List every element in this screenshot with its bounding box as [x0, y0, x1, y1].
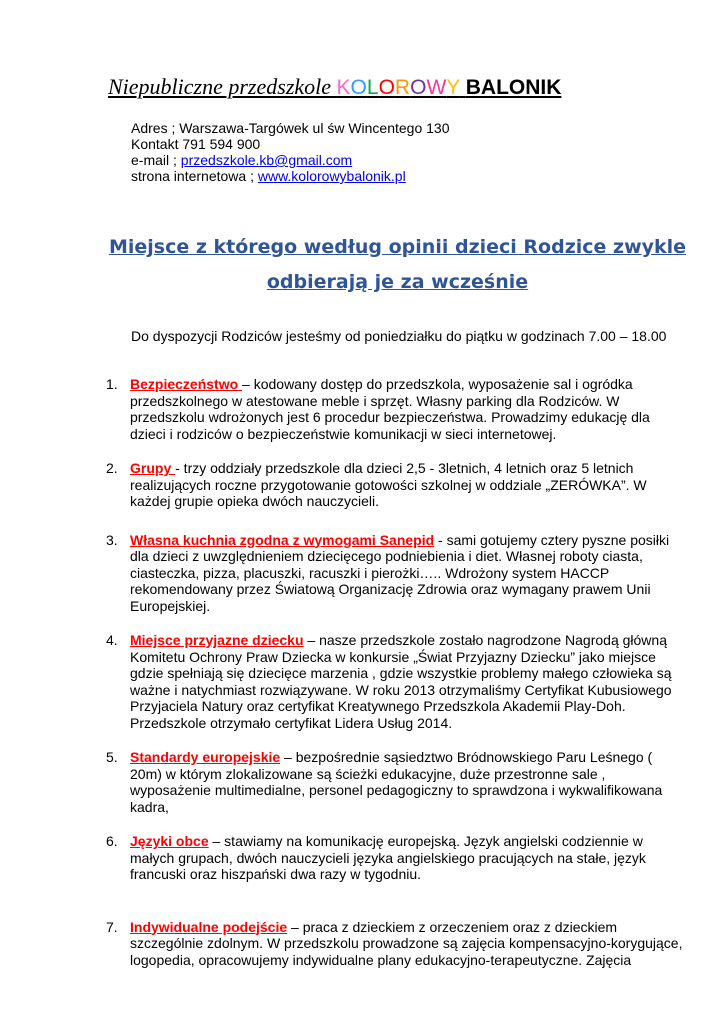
item-label: Indywidualne podejście [130, 918, 288, 935]
title-letter: K [336, 76, 351, 99]
item-label: Własna kuchnia zgodna z wymogami Sanepid [130, 531, 435, 548]
title-letter: Y [446, 76, 460, 99]
list-item [106, 833, 686, 883]
section-heading [100, 230, 695, 300]
title-rainbow-word [337, 76, 466, 99]
item-number: 1. [106, 376, 118, 392]
heading-line-2: odbierają je za wcześnie [266, 271, 529, 293]
list-item [106, 632, 686, 731]
list-item [106, 460, 686, 510]
phone-line: Kontakt 791 594 900 [131, 136, 261, 152]
website-line [131, 168, 450, 184]
features-list [106, 376, 686, 968]
website-link[interactable]: www.kolorowybalonik.pl [257, 168, 406, 184]
item-label: Języki obce [130, 833, 209, 849]
title-letter: L [366, 76, 379, 99]
title-letter: O [350, 76, 367, 99]
item-number: 3. [106, 531, 118, 548]
item-number: 7. [106, 918, 118, 935]
email-line [131, 152, 450, 168]
item-text: – stawiamy na komunikację europejską. Język angielski codziennie w małych grupach, dwóch nauczycieli języka angielskiego pracujących na stałe, język francuski oraz hiszpański dwa razy w tygodniu. [130, 833, 646, 882]
list-item [106, 376, 686, 442]
opening-hours: Do dyspozycji Rodziców jesteśmy od poniedziałku do piątku w godzinach 7.00 – 18.00 [131, 328, 667, 344]
email-label: e-mail ; [131, 152, 181, 168]
item-label: Standardy europejskie [130, 749, 281, 765]
list-item [106, 532, 686, 615]
title-letter: O [410, 76, 427, 99]
heading-line-1: Miejsce z którego według opinii dzieci Rodzice zwykle [108, 236, 687, 258]
address-line: Adres ; Warszawa-Targówek ul św Wincentego 130 [131, 120, 450, 136]
title-bold: BALONIK [465, 76, 562, 99]
item-label: Grupy [130, 460, 176, 476]
title-letter: O [378, 76, 395, 99]
title-letter: W [426, 76, 447, 99]
list-item [106, 919, 686, 969]
website-label: strona internetowa ; [131, 168, 258, 184]
item-number: 2. [106, 460, 118, 476]
item-label: Miejsce przyjazne dziecku [130, 632, 304, 648]
item-text: – praca z dzieckiem z orzeczeniem oraz z dzieckiem szczególnie zdolnym. W przedszkolu prowadzone są zajęcia kompensacyjno-korygujące, logopedia, opracowujemy indywidualne plany edukacyjno-terapeutyczne. Zajęcia [130, 918, 683, 968]
item-number: 5. [106, 749, 118, 765]
title-italic: Niepubliczne przedszkole [108, 74, 337, 99]
item-text: – bezpośrednie sąsiedztwo Bródnowskiego Paru Leśnego ( 20m) w którym zlokalizowane są ścieżki edukacyjne, duże przestronne sale , wyposażenie multimedialne, personel pedagogiczny to sprawdzona i wykwalifikowana kadra, [130, 749, 663, 815]
list-item [106, 749, 686, 815]
item-text: - sami gotujemy cztery pyszne posiłki dla dzieci z uwzględnieniem dziecięcego podniebienia i diet. Własnej roboty ciasta, ciasteczka, pizza, placuszki, racuszki i pierożki….. Wdrożony system HACCP rekomendowany przez Światową Organizację Zdrowia oraz wymagany prawem Unii Europejskiej. [130, 531, 670, 614]
title-letter: R [394, 76, 411, 99]
item-text: – kodowany dostęp do przedszkola, wyposażenie sal i ogródka przedszkolnego w atestowane meble i sprzęt. Własny parking dla Rodziców. W przedszkolu wdrożonych jest 6 procedur bezpieczeństwa. Prowadzimy edukację dla dzieci i rodziców o bezpieczeństwie komunikacji w sieci internetowej. [130, 376, 650, 442]
item-text: - trzy oddziały przedszkole dla dzieci 2,5 - 3letnich, 4 letnich oraz 5 letnich realizujących roczne przygotowanie gotowości szkolnej w oddziale „ZERÓWKA”. W każdej grupie opieka dwóch nauczycieli. [130, 460, 647, 509]
item-label: Bezpieczeństwo [130, 376, 243, 392]
item-text: – nasze przedszkole zostało nagrodzone Nagrodą główną Komitetu Ochrony Praw Dziecka w konkursie „Świat Przyjazny Dziecku” jako miejsce gdzie spełniają się dziecięce marzenia , gdzie wszystkie problemy małego człowieka są ważne i natychmiast rozwiązywane. W roku 2013 otrzymaliśmy Certyfikat Kubusiowego Przyjaciela Natury oraz certyfikat Kreatywnego Przedszkola Akademii Play-Doh. Przedszkole otrzymało certyfikat Lidera Usług 2014. [130, 632, 672, 731]
item-number: 4. [106, 632, 118, 648]
contact-block [131, 120, 450, 184]
email-link[interactable]: przedszkole.kb@gmail.com [180, 152, 353, 168]
item-number: 6. [106, 833, 118, 849]
page-title [108, 72, 561, 103]
